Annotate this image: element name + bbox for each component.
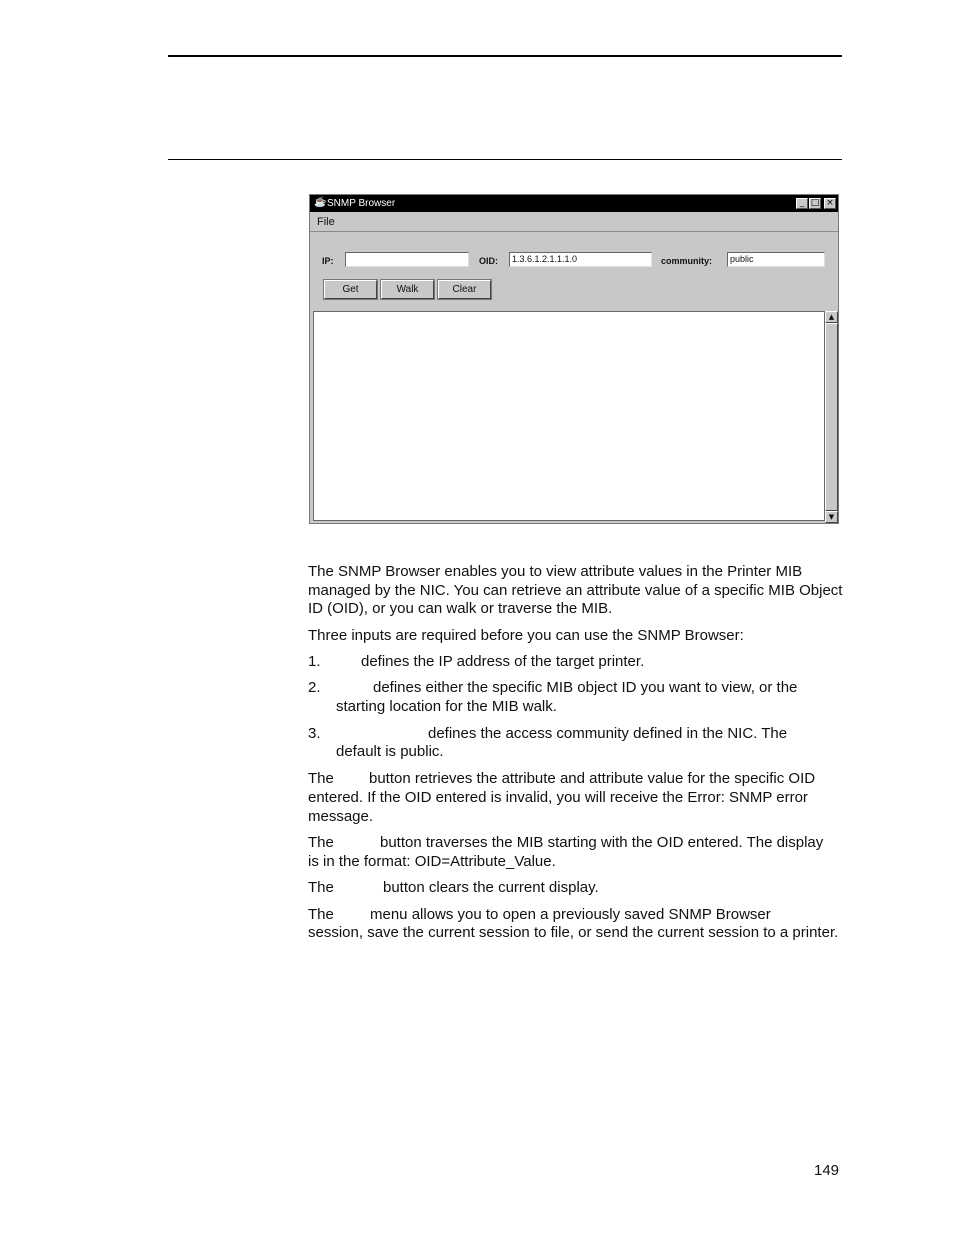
inputs-intro: Three inputs are required before you can use the SNMP Browser: bbox=[308, 627, 744, 644]
community-label: community: bbox=[661, 256, 713, 266]
snmp-browser-window bbox=[309, 194, 839, 524]
file-para-line: menu allows you to open a previously saved SNMP Browser bbox=[370, 906, 771, 923]
section-rule bbox=[168, 159, 842, 160]
file-para-the: The bbox=[308, 906, 334, 923]
scroll-up-icon[interactable]: ▲ bbox=[825, 311, 838, 323]
walk-para-line: button traverses the MIB starting with the OID entered. The display bbox=[380, 834, 824, 851]
page-number: 149 bbox=[814, 1162, 840, 1179]
menu-file[interactable]: File bbox=[317, 216, 335, 228]
oid-label: OID: bbox=[479, 256, 498, 266]
vertical-scrollbar[interactable] bbox=[825, 311, 838, 523]
intro-paragraph: The SNMP Browser enables you to view attribute values in the Printer MIB managed by the NIC. You can retrieve an attribute value of a specific MIB Object ID (OID), or you can walk or traverse the MIB. bbox=[308, 563, 843, 617]
ip-input[interactable] bbox=[345, 252, 469, 267]
menu-separator bbox=[310, 231, 838, 232]
get-para-the: The bbox=[308, 770, 334, 787]
maximize-icon[interactable]: □ bbox=[810, 198, 820, 208]
window-title: SNMP Browser bbox=[327, 198, 396, 209]
java-cup-icon: ☕ bbox=[314, 197, 327, 208]
item2-text: defines either the specific MIB object ID you want to view, or the bbox=[373, 679, 798, 696]
get-para-line: button retrieves the attribute and attribute value for the specific OID bbox=[369, 770, 816, 787]
ip-label: IP: bbox=[322, 256, 334, 266]
walk-para-the: The bbox=[308, 834, 334, 851]
get-para-rest: entered. If the OID entered is invalid, you will receive the Error: SNMP error message. bbox=[308, 789, 808, 825]
walk-button[interactable]: Walk bbox=[381, 280, 434, 299]
item3-number: 3. bbox=[308, 725, 321, 742]
community-input[interactable]: public bbox=[727, 252, 825, 267]
clear-para-the: The bbox=[308, 879, 334, 896]
file-para-rest: session, save the current session to file, or send the current session to a printer. bbox=[308, 924, 839, 941]
item1-text: defines the IP address of the target printer. bbox=[361, 653, 645, 670]
clear-button[interactable]: Clear bbox=[438, 280, 491, 299]
scroll-thumb[interactable] bbox=[825, 323, 838, 511]
title-bar bbox=[310, 195, 838, 212]
close-icon[interactable]: × bbox=[824, 198, 836, 209]
oid-input[interactable]: 1.3.6.1.2.1.1.1.0 bbox=[509, 252, 652, 267]
results-display[interactable] bbox=[313, 311, 825, 521]
menu-bar bbox=[310, 213, 838, 231]
item2-text-cont: starting location for the MIB walk. bbox=[336, 698, 557, 715]
minimize-icon[interactable]: _ bbox=[796, 198, 808, 209]
walk-para-rest: is in the format: OID=Attribute_Value. bbox=[308, 853, 556, 870]
get-button[interactable]: Get bbox=[324, 280, 377, 299]
top-rule bbox=[168, 55, 842, 57]
clear-para-line: button clears the current display. bbox=[383, 879, 599, 896]
item1-number: 1. bbox=[308, 653, 321, 670]
item3-text-cont: default is public. bbox=[336, 743, 444, 760]
item3-text: defines the access community defined in the NIC. The bbox=[428, 725, 788, 742]
item2-number: 2. bbox=[308, 679, 321, 696]
scroll-down-icon[interactable]: ▼ bbox=[825, 511, 838, 523]
